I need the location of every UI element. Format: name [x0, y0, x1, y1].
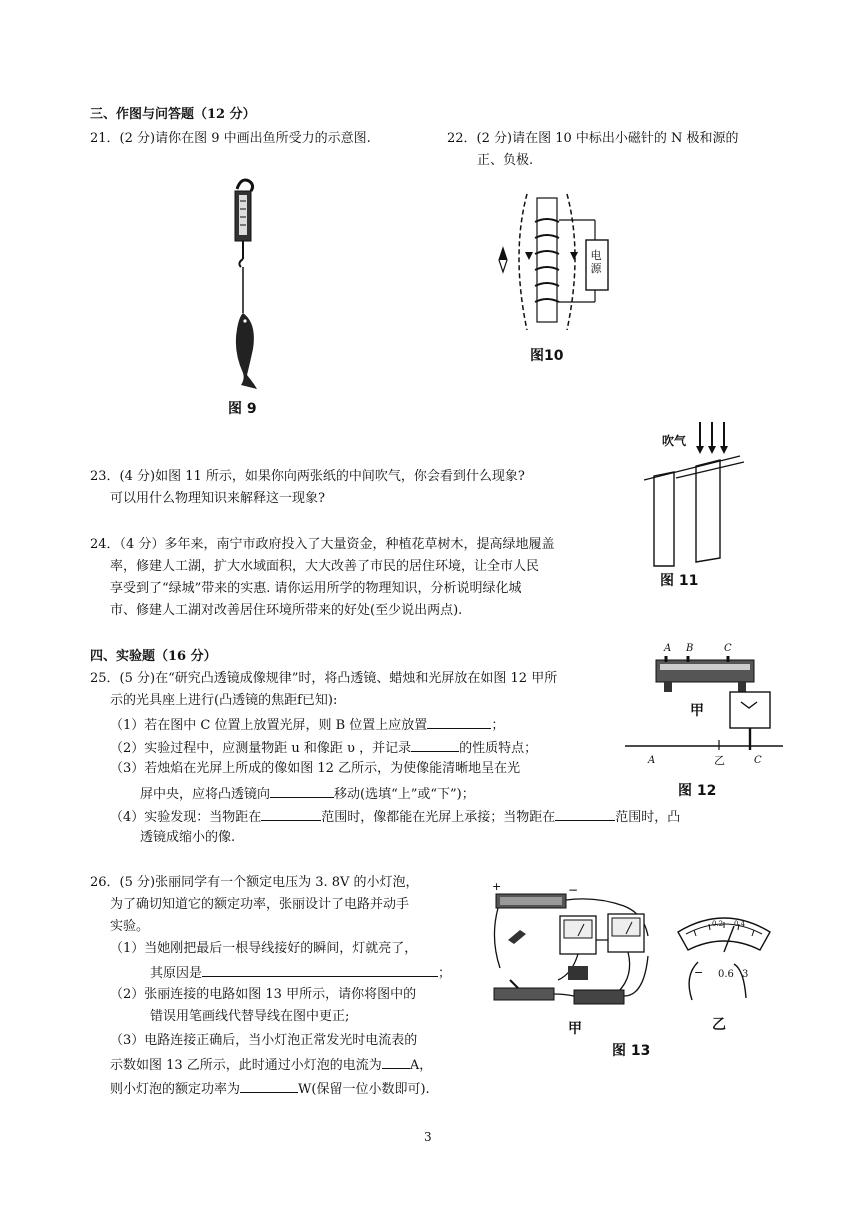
figure-13-label: 图 13: [612, 1043, 651, 1059]
question-25-line2: 示的光具座上进行(凸透镜的焦距f已知):: [110, 693, 338, 708]
figure-13-ammeter: [674, 912, 774, 1002]
question-25-line1: 25．(5 分)在“研究凸透镜成像规律”时，将凸透镜、蜡烛和光屏放在如图 12 甲所: [90, 671, 558, 686]
question-25-part3a: （3）若烛焰在光屏上所成的像如图 12 乙所示，为使像能清晰地呈在光: [110, 761, 521, 776]
question-24-line2: 率，修建人工湖，扩大水域面积，大大改善了市民的居住环境，让全市人民: [110, 559, 540, 574]
question-26-line2: 为了确切知道它的额定功率，张丽设计了电路并动手: [110, 897, 410, 912]
figure-12-jia: 甲: [690, 703, 704, 719]
figure-11-blow-label: 吹气: [662, 434, 687, 448]
question-23-line1: 23．(4 分)如图 11 所示，如果你向两张纸的中间吹气，你会看到什么现象?: [90, 469, 525, 484]
svg-text:−: −: [694, 966, 704, 979]
question-25-part3b: 屏中央，应将凸透镜向 移动(选填“上”或“下”)；: [140, 783, 475, 804]
figure-11-label: 图 11: [660, 573, 699, 589]
question-26-part3c: 则小灯泡的额定功率为 W(保留一位小数即可).: [110, 1078, 430, 1099]
question-26-part3a: （3）电路连接正确后，当小灯泡正常发光时电流表的: [110, 1033, 418, 1048]
figure-13-jia: 甲: [568, 1021, 582, 1037]
svg-text:+: +: [492, 880, 502, 893]
question-26-part3b: 示数如图 13 乙所示，此时通过小灯泡的电流为 A，: [110, 1054, 432, 1075]
question-26-part1a: （1）当她刚把最后一根导线接好的瞬间，灯就亮了，: [110, 941, 418, 956]
answer-blank[interactable]: [555, 806, 615, 821]
figure-9-label: 图 9: [228, 401, 257, 417]
svg-text:−: −: [568, 883, 579, 897]
figure-12-yi-screen: [625, 688, 785, 758]
answer-blank[interactable]: [261, 806, 321, 821]
figure-11-papers: [640, 418, 750, 568]
section-heading-3: 三、作图与问答题（12 分）: [90, 107, 256, 122]
figure-12-label: 图 12: [678, 783, 717, 799]
answer-blank[interactable]: [382, 1054, 410, 1069]
question-25-part4: （4）实验发现：当物距在 范围时，像都能在光屏上承接；当物距在 范围时，凸: [110, 806, 680, 827]
question-26-line3: 实验。: [110, 919, 150, 934]
ammeter-tick-0.4: 0.4: [734, 920, 746, 928]
question-26-part1b: 其原因是 ；: [150, 962, 451, 983]
question-24-line1: 24．（4 分）多年来，南宁市政府投入了大量资金，种植花草树木，提高绿地履盖: [90, 537, 555, 552]
fig12-label-c: C: [724, 643, 732, 654]
fig12-label-b: B: [686, 643, 694, 654]
question-22-line1: 22．(2 分)请在图 10 中标出小磁针的 N 极和源的: [447, 131, 739, 146]
section-heading-4: 四、实验题（16 分）: [90, 649, 217, 664]
question-24-line4: 市、修建人工湖对改善居住环境所带来的好处(至少说出两点).: [110, 603, 463, 618]
figure-9-spring-scale-fish: [215, 175, 275, 395]
answer-blank[interactable]: [270, 783, 334, 798]
question-21: 21．(2 分)请你在图 9 中画出鱼所受力的示意图.: [90, 131, 371, 146]
figure-13-circuit: [488, 880, 663, 1020]
fig12-yi-label-c: C: [754, 755, 762, 766]
question-23-line2: 可以用什么物理知识来解释这一现象?: [110, 491, 325, 506]
figure-10-label: 图10: [530, 348, 564, 364]
figure-13-yi: 乙: [712, 1017, 726, 1033]
question-26-part2a: （2）张丽连接的电路如图 13 甲所示，请你将图中的: [110, 987, 417, 1002]
question-26-line1: 26．(5 分)张丽同学有一个额定电压为 3. 8V 的小灯泡，: [90, 875, 419, 890]
question-25-part4-cont: 透镜成缩小的像.: [140, 830, 236, 845]
figure-10-source-label: 电源: [590, 249, 602, 275]
ammeter-terminal-3: 3: [742, 969, 749, 980]
answer-blank[interactable]: [202, 962, 438, 977]
question-22-line2: 正、负极.: [477, 153, 534, 168]
figure-10-solenoid: [495, 190, 625, 340]
answer-blank[interactable]: [240, 1078, 298, 1093]
fig12-label-a: A: [664, 643, 672, 654]
fig12-yi-label-a: A: [648, 755, 656, 766]
answer-blank[interactable]: [411, 737, 459, 752]
ammeter-terminal-0.6: 0.6: [718, 969, 734, 980]
ammeter-tick-0.2: 0.2: [712, 920, 724, 928]
question-24-line3: 享受到了“绿城”带来的实惠. 请你运用所学的物理知识，分析说明绿化城: [110, 581, 522, 596]
question-26-part2b: 错误用笔画线代替导线在图中更正;: [150, 1009, 350, 1024]
page-number: 3: [424, 1130, 432, 1144]
answer-blank[interactable]: [427, 714, 491, 729]
question-25-part1: （1）若在图中 C 位置上放置光屏，则 B 位置上应放置 ；: [110, 714, 504, 735]
question-25-part2: （2）实验过程中，应测量物距 u 和像距 υ ，并记录 的性质特点；: [110, 737, 537, 758]
fig12-yi-mark: 乙: [714, 754, 725, 767]
